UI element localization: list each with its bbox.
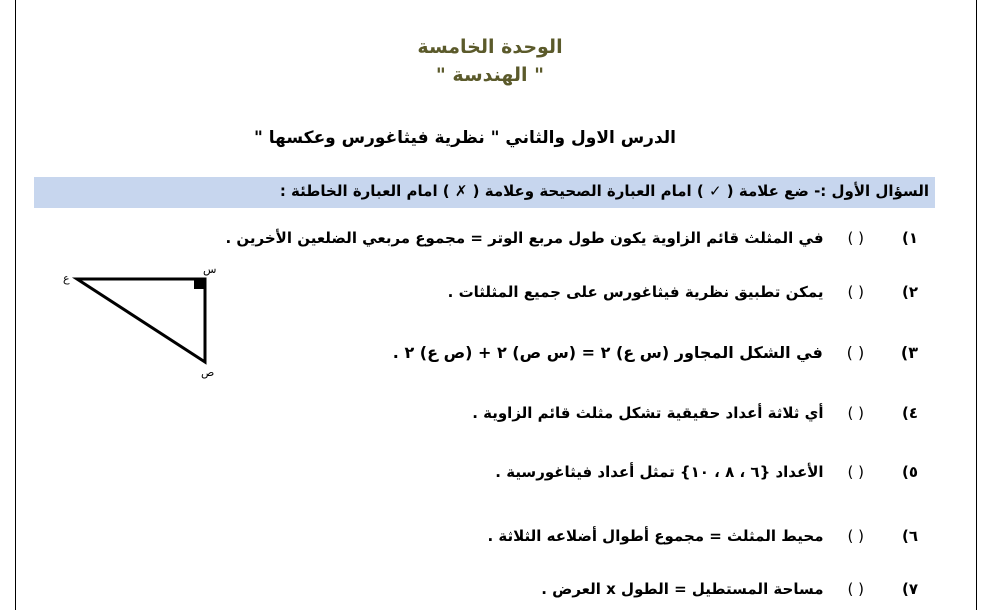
right-angle-marker — [194, 279, 205, 289]
question-item-6 — [487, 527, 918, 545]
item-number: ٥) — [901, 463, 918, 481]
answer-box[interactable]: ( ) — [847, 463, 864, 481]
question-item-5 — [495, 463, 918, 481]
right-triangle-figure — [55, 262, 225, 382]
unit-subtitle: " الهندسة " — [435, 64, 545, 86]
item-number: ١) — [901, 229, 918, 247]
vertex-label-c: ص — [201, 366, 215, 379]
item-number: ٧) — [901, 580, 918, 598]
item-number: ٣) — [900, 343, 918, 362]
vertex-label-b: س — [203, 263, 217, 276]
item-number: ٢) — [901, 283, 918, 301]
question-item-3 — [393, 343, 918, 362]
answer-box[interactable]: ( ) — [846, 343, 865, 362]
item-text: يمكن تطبيق نظرية فيثاغورس على جميع المثلثات . — [447, 283, 824, 301]
vertex-label-a: ع — [63, 272, 70, 285]
triangle-shape — [77, 279, 205, 362]
item-number: ٤) — [901, 404, 918, 422]
answer-box[interactable]: ( ) — [847, 527, 864, 545]
question-item-1 — [225, 229, 918, 247]
page-border-right — [976, 0, 977, 610]
item-text: مساحة المستطيل = الطول x العرض . — [541, 580, 824, 598]
item-text: الأعداد {٦ ، ٨ ، ١٠} تمثل أعداد فيثاغورسية . — [495, 463, 824, 481]
question-item-4 — [472, 404, 918, 422]
answer-box[interactable]: ( ) — [847, 580, 864, 598]
answer-box[interactable]: ( ) — [847, 229, 864, 247]
item-text: في الشكل المجاور (س ع) ٢ = (س ص) ٢ + (ص ع) ٢ . — [392, 343, 823, 362]
question-header-text: السؤال الأول :- ضع علامة ( ✓ ) امام العبارة الصحيحة وعلامة ( ✗ ) امام العبارة الخاطئة : — [279, 182, 929, 200]
question-header-bar — [34, 177, 935, 208]
lesson-title: الدرس الاول والثاني " نظرية فيثاغورس وعكسها " — [254, 128, 676, 148]
item-text: محيط المثلث = مجموع أطوال أضلاعه الثلاثة . — [487, 527, 824, 545]
question-item-7 — [541, 580, 918, 598]
item-number: ٦) — [901, 527, 918, 545]
answer-box[interactable]: ( ) — [847, 404, 864, 422]
question-item-2 — [448, 283, 918, 301]
item-text: أي ثلاثة أعداد حقيقية تشكل مثلث قائم الزاوية . — [472, 404, 824, 422]
answer-box[interactable]: ( ) — [847, 283, 864, 301]
unit-title: الوحدة الخامسة — [417, 36, 563, 58]
page-border-left — [15, 0, 16, 610]
item-text: في المثلث قائم الزاوية يكون طول مربع الوتر = مجموع مربعي الضلعين الأخرين . — [225, 229, 824, 247]
